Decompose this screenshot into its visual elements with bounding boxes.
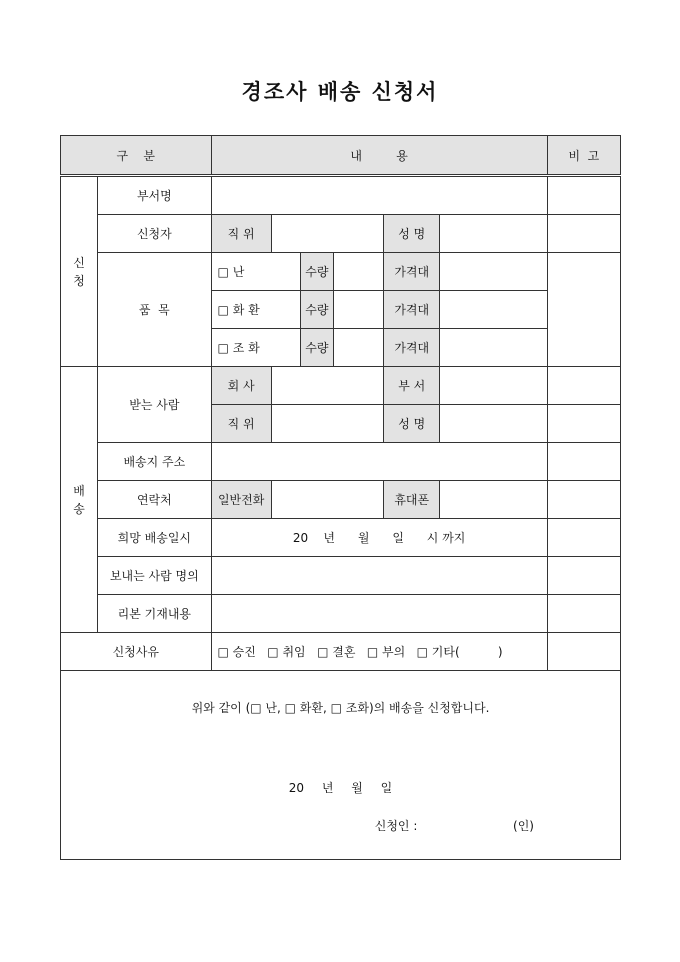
mobile-label: 휴대폰 (384, 481, 440, 519)
recipient-dept-field[interactable] (440, 367, 547, 405)
note-dept[interactable] (547, 176, 620, 215)
ribbon-field[interactable] (211, 595, 547, 633)
applicant-label: 신청자 (98, 215, 211, 253)
note-address[interactable] (547, 443, 620, 481)
qty-field[interactable] (333, 329, 383, 367)
applicant-name-field[interactable] (440, 215, 547, 253)
phone-field[interactable] (271, 481, 383, 519)
item-name: 난 (232, 265, 245, 279)
sender-label: 보내는 사람 명의 (98, 557, 211, 595)
date-line[interactable]: 20 년 월 일 (288, 781, 393, 795)
delivery-group-label: 배 송 (61, 367, 98, 633)
item-funeral-wreath[interactable] (211, 329, 300, 367)
seal-mark: (인) (513, 819, 534, 833)
note-applicant[interactable] (547, 215, 620, 253)
recipient-label: 받는 사람 (98, 367, 211, 443)
applicant-group-label: 신 청 (61, 176, 98, 367)
company-field[interactable] (271, 367, 383, 405)
application-form-table (60, 135, 621, 860)
form-title: 경조사 배송 신청서 (241, 79, 439, 104)
note-items[interactable] (547, 253, 620, 367)
address-label: 배송지 주소 (98, 443, 211, 481)
note-recipient[interactable] (547, 405, 620, 443)
recipient-position-label: 직 위 (211, 405, 271, 443)
item-wreath[interactable] (211, 291, 300, 329)
company-label: 회 사 (211, 367, 271, 405)
checkbox-icon[interactable]: □ (217, 265, 229, 279)
price-label: 가격대 (384, 291, 440, 329)
qty-label: 수량 (300, 253, 333, 291)
note-sender[interactable] (547, 557, 620, 595)
recipient-position-field[interactable] (271, 405, 383, 443)
header-content: 내 용 (211, 136, 547, 176)
price-label: 가격대 (384, 329, 440, 367)
header-note: 비 고 (547, 136, 620, 176)
price-field[interactable] (440, 291, 547, 329)
note-company[interactable] (547, 367, 620, 405)
signature-line (375, 817, 534, 834)
desired-time-field[interactable]: 20 년 월 일 시 까지 (211, 519, 547, 557)
dept-label: 부서명 (98, 176, 211, 215)
contact-label: 연락처 (98, 481, 211, 519)
price-field[interactable] (440, 329, 547, 367)
ribbon-label: 리본 기재내용 (98, 595, 211, 633)
applicant-position-field[interactable] (271, 215, 383, 253)
item-name: 화 환 (232, 303, 260, 317)
item-name: 조 화 (232, 341, 260, 355)
item-orchid[interactable] (211, 253, 300, 291)
note-ribbon[interactable] (547, 595, 620, 633)
qty-label: 수량 (300, 329, 333, 367)
declaration-area (61, 671, 621, 860)
header-category: 구 분 (61, 136, 212, 176)
checkbox-icon[interactable]: □ (217, 341, 229, 355)
signer-label: 신청인 : (374, 819, 418, 833)
declaration-text: 위와 같이 (□ 난, □ 화환, □ 조화)의 배송을 신청합니다. (191, 701, 490, 715)
dept-field[interactable] (211, 176, 547, 215)
applicant-position-label: 직 위 (211, 215, 271, 253)
qty-label: 수량 (300, 291, 333, 329)
reason-label: 신청사유 (61, 633, 212, 671)
address-field[interactable] (211, 443, 547, 481)
item-label: 품 목 (98, 253, 211, 367)
price-label: 가격대 (384, 253, 440, 291)
applicant-name-label: 성 명 (384, 215, 440, 253)
note-time[interactable] (547, 519, 620, 557)
desired-time-label: 희망 배송일시 (98, 519, 211, 557)
reason-options[interactable]: □ 승진 □ 취임 □ 결혼 □ 부의 □ 기타( ) (211, 633, 547, 671)
note-reason[interactable] (547, 633, 620, 671)
recipient-name-field[interactable] (440, 405, 547, 443)
sender-field[interactable] (211, 557, 547, 595)
checkbox-icon[interactable]: □ (217, 303, 229, 317)
note-contact[interactable] (547, 481, 620, 519)
price-field[interactable] (440, 253, 547, 291)
phone-label: 일반전화 (211, 481, 271, 519)
qty-field[interactable] (333, 291, 383, 329)
recipient-dept-label: 부 서 (384, 367, 440, 405)
mobile-field[interactable] (440, 481, 547, 519)
qty-field[interactable] (333, 253, 383, 291)
recipient-name-label: 성 명 (384, 405, 440, 443)
